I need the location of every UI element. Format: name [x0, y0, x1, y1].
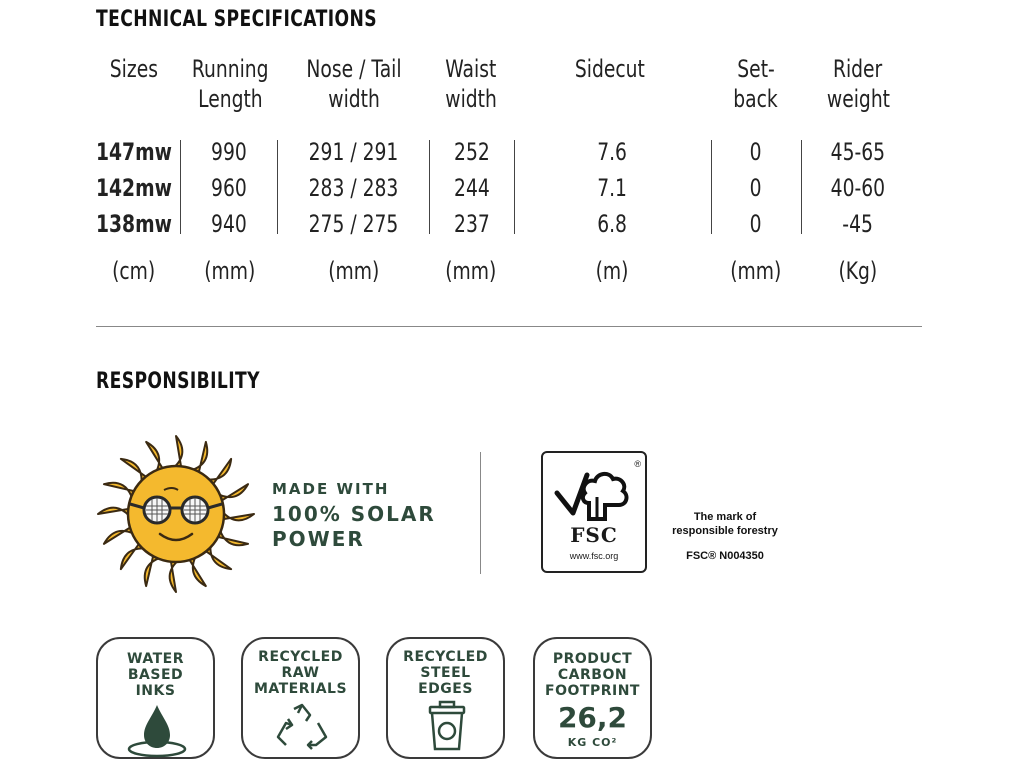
table-cell: 40-60: [830, 174, 886, 202]
table-cell-size: 142mw: [96, 174, 172, 202]
badge-label: WATER: [127, 651, 184, 667]
table-cell: 7.1: [597, 174, 628, 202]
table-cell: 45-65: [830, 138, 886, 166]
table-cell: 244: [453, 174, 490, 202]
header-sizes: Sizes: [109, 55, 159, 83]
table-cell: 7.6: [597, 138, 628, 166]
registered-mark: ®: [634, 459, 641, 469]
table-cell: 0: [750, 174, 762, 202]
badge-label: RAW: [281, 665, 320, 681]
badge-label: PRODUCT: [552, 651, 633, 667]
table-cell: 0: [750, 210, 762, 238]
header-running-length: Running Length: [191, 55, 269, 113]
table-cell: 291 / 291: [308, 138, 398, 166]
unit-label: (mm): [445, 257, 497, 285]
fsc-caption-line-2: responsible forestry: [672, 525, 778, 537]
table-cell: 283 / 283: [308, 174, 398, 202]
sun-with-sunglasses-icon: [94, 432, 259, 597]
table-cell: 940: [210, 210, 247, 238]
badge-label: FOOTPRINT: [545, 683, 640, 699]
badge-water-based-inks: [96, 637, 215, 759]
badge-label: CARBON: [557, 667, 628, 683]
unit-label: (Kg): [838, 257, 878, 285]
unit-label: (m): [595, 257, 629, 285]
header-setback: Set- back: [733, 55, 779, 113]
header-sidecut: Sidecut: [575, 55, 645, 83]
fsc-url: www.fsc.org: [569, 551, 619, 561]
solar-line-2: 100% SOLAR: [272, 502, 436, 526]
badge-product-carbon-footprint: [533, 637, 652, 759]
table-cell: 252: [453, 138, 490, 166]
badge-label: BASED: [127, 667, 184, 683]
header-rider-weight: Rider weight: [826, 55, 890, 113]
table-cell: 0: [750, 138, 762, 166]
table-cell: -45: [842, 210, 874, 238]
water-drop-icon: [122, 701, 192, 761]
badge-recycled-steel-edges: [386, 637, 505, 759]
solar-line-1: MADE WITH: [272, 480, 390, 498]
unit-label: (cm): [112, 257, 156, 285]
table-cell: 6.8: [597, 210, 628, 238]
table-cell-size: 138mw: [96, 210, 172, 238]
table-cell-size: 147mw: [96, 138, 172, 166]
fsc-caption-line-1: The mark of: [693, 511, 757, 523]
tech-spec-title: TECHNICAL SPECIFICATIONS: [96, 7, 377, 32]
carbon-footprint-value: 26,2: [557, 701, 628, 734]
solar-line-3: POWER: [272, 527, 365, 551]
table-cell: 237: [453, 210, 490, 238]
header-waist-width: Waist width: [445, 55, 497, 113]
header-nose-tail-width: Nose / Tail width: [306, 55, 402, 113]
responsibility-title: RESPONSIBILITY: [96, 369, 260, 394]
table-cell: 990: [210, 138, 247, 166]
badge-label: STEEL: [420, 665, 471, 681]
badge-label: RECYCLED: [258, 649, 343, 665]
responsibility-separator: [480, 452, 481, 574]
table-cell: 275 / 275: [308, 210, 398, 238]
table-cell: 960: [210, 174, 247, 202]
unit-label: (mm): [328, 257, 380, 285]
recycle-icon: [272, 701, 332, 755]
unit-label: (mm): [204, 257, 256, 285]
section-divider: [96, 326, 922, 327]
fsc-logo: [541, 451, 647, 573]
unit-label: (mm): [730, 257, 782, 285]
badge-label: EDGES: [418, 681, 473, 697]
fsc-logo-text: FSC: [570, 523, 618, 547]
badge-label: MATERIALS: [253, 681, 348, 697]
fsc-license: FSC® N004350: [686, 550, 764, 562]
badge-recycled-raw-materials: [241, 637, 360, 759]
recycling-bin-icon: [422, 699, 472, 755]
badge-label: INKS: [135, 683, 176, 699]
carbon-footprint-unit: KG CO²: [567, 736, 618, 749]
badge-label: RECYCLED: [403, 649, 488, 665]
